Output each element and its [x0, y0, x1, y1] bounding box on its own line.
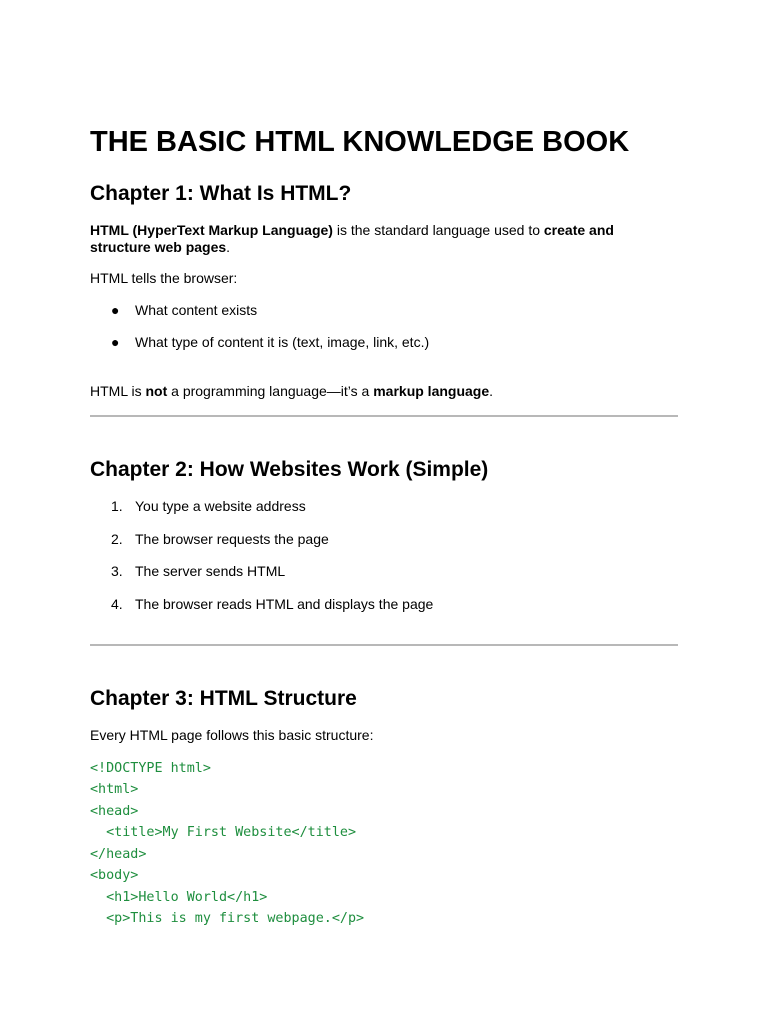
chapter-2-heading: Chapter 2: How Websites Work (Simple) — [90, 458, 489, 481]
bullet-item — [111, 334, 429, 351]
code-line: <title>My First Website</title> — [90, 825, 357, 840]
bullet-text: What type of content it is (text, image, link, etc.) — [135, 334, 430, 350]
bullet-text: What content exists — [135, 302, 258, 318]
list-item-text: The browser reads HTML and displays the page — [135, 596, 434, 612]
list-item-text: The browser requests the page — [135, 531, 329, 547]
chapter-3-intro: Every HTML page follows this basic structure: — [90, 727, 374, 743]
intro-text: is the standard language used to — [332, 222, 544, 238]
numbered-list-item — [111, 531, 329, 548]
list-number: 1. — [111, 498, 123, 514]
code-line: <html> — [90, 782, 139, 797]
note-end: . — [489, 383, 494, 399]
numbered-list-item — [111, 596, 433, 613]
note-bold-markup: markup language — [373, 383, 490, 399]
list-number: 3. — [111, 563, 123, 579]
chapter-1-heading: Chapter 1: What Is HTML? — [90, 182, 352, 205]
code-line: </head> — [90, 847, 147, 862]
intro-bold-term: HTML (HyperText Markup Language) — [90, 222, 333, 238]
code-line: <p>This is my first webpage.</p> — [90, 911, 365, 926]
note-text: a programming language—it’s a — [167, 383, 374, 399]
markup-language-note — [90, 383, 493, 400]
note-text: HTML is — [90, 383, 146, 399]
code-line: <body> — [90, 868, 139, 883]
list-item-text: The server sends HTML — [135, 563, 286, 579]
note-bold-not: not — [145, 383, 168, 399]
code-line: <head> — [90, 804, 139, 819]
intro-end: . — [226, 239, 231, 255]
list-number: 4. — [111, 596, 123, 612]
tells-browser-label: HTML tells the browser: — [90, 270, 238, 286]
bullet-item — [111, 302, 257, 319]
numbered-list-item — [111, 498, 306, 515]
list-number: 2. — [111, 531, 123, 547]
bullet-icon: ● — [111, 334, 120, 350]
chapter-1-intro-paragraph — [90, 222, 678, 256]
intro-bold-phrase: create and structure web pages — [90, 222, 614, 255]
document-title: THE BASIC HTML KNOWLEDGE BOOK — [90, 126, 630, 158]
list-item-text: You type a website address — [135, 498, 306, 514]
code-line: <h1>Hello World</h1> — [90, 890, 268, 905]
section-divider — [90, 644, 678, 646]
code-line: <!DOCTYPE html> — [90, 761, 211, 776]
bullet-icon: ● — [111, 302, 120, 318]
chapter-3-heading: Chapter 3: HTML Structure — [90, 687, 357, 710]
section-divider — [90, 415, 678, 417]
numbered-list-item — [111, 563, 285, 580]
